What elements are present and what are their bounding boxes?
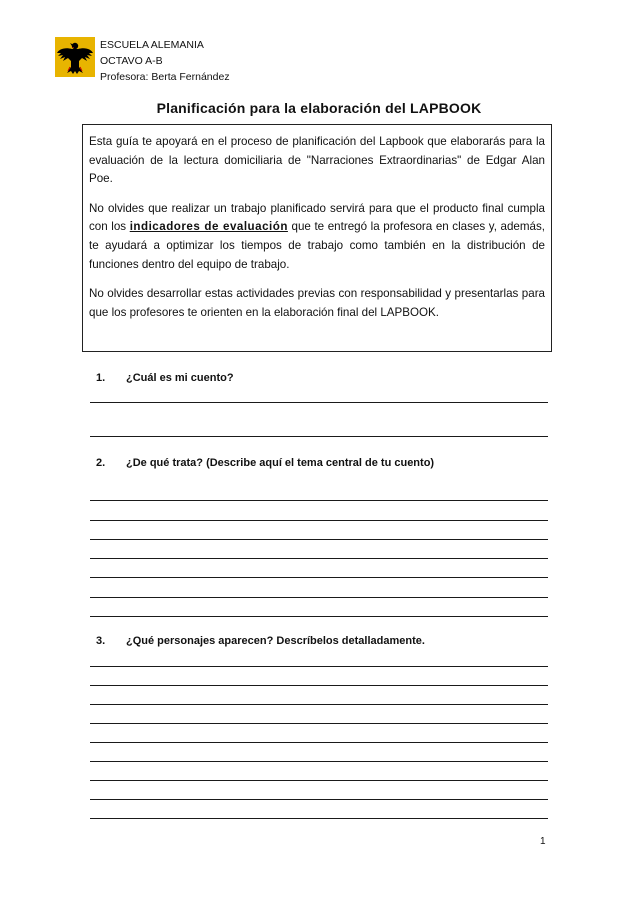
question-2 bbox=[96, 457, 434, 469]
question-text: ¿Qué personajes aparecen? Descríbelos detalladamente. bbox=[126, 635, 425, 647]
page-title: Planificación para la elaboración del LAPBOOK bbox=[156, 100, 482, 116]
school-name: ESCUELA ALEMANIA bbox=[100, 39, 204, 51]
instructions-paragraph-2 bbox=[89, 200, 545, 274]
answer-line[interactable] bbox=[90, 558, 548, 559]
answer-line[interactable] bbox=[90, 436, 548, 437]
answer-line[interactable] bbox=[90, 577, 548, 578]
p2-after: que te entregó la profesora en clases y, además, te ayudará a optimizar los tiempos de trabajo como también en la distribución de funciones dentro del equipo de trabajo. bbox=[89, 220, 545, 271]
answer-line[interactable] bbox=[90, 704, 548, 705]
question-3 bbox=[96, 635, 425, 647]
answer-line[interactable] bbox=[90, 799, 548, 800]
answer-line[interactable] bbox=[90, 666, 548, 667]
question-number: 2. bbox=[96, 457, 106, 469]
evaluation-indicators-highlight: indicadores de evaluación bbox=[129, 220, 288, 234]
answer-line[interactable] bbox=[90, 761, 548, 762]
answer-line[interactable] bbox=[90, 402, 548, 403]
p2-before: No olvides que realizar un trabajo planificado servirá para que el producto final cumpla con los bbox=[89, 201, 545, 234]
instructions-box bbox=[82, 124, 552, 352]
answer-line[interactable] bbox=[90, 616, 548, 617]
answer-line[interactable] bbox=[90, 685, 548, 686]
answer-line[interactable] bbox=[90, 520, 548, 521]
instructions-paragraph-3: No olvides desarrollar estas actividades previas con responsabilidad y presentarlas para que los profesores te orienten en la elaboración final del LAPBOOK. bbox=[89, 287, 545, 319]
question-1 bbox=[96, 372, 234, 384]
question-number: 3. bbox=[96, 635, 106, 647]
question-text: ¿De qué trata? (Describe aquí el tema central de tu cuento) bbox=[126, 457, 435, 469]
answer-line[interactable] bbox=[90, 780, 548, 781]
german-eagle-crest-icon bbox=[55, 37, 95, 77]
answer-line[interactable] bbox=[90, 818, 548, 819]
instructions-paragraph-1: Esta guía te apoyará en el proceso de planificación del Lapbook que elaborarás para la evaluación de la lectura domiciliaria de "Narraciones Extraordinarias" de Edgar Alan Poe. bbox=[89, 135, 545, 186]
answer-line[interactable] bbox=[90, 742, 548, 743]
page-number: 1 bbox=[540, 836, 546, 847]
teacher-label: Profesora: Berta Fernández bbox=[100, 71, 230, 83]
answer-line[interactable] bbox=[90, 723, 548, 724]
answer-line[interactable] bbox=[90, 539, 548, 540]
question-number: 1. bbox=[96, 372, 106, 384]
grade-label: OCTAVO A-B bbox=[100, 55, 163, 67]
question-text: ¿Cuál es mi cuento? bbox=[126, 372, 234, 384]
answer-line[interactable] bbox=[90, 500, 548, 501]
school-header bbox=[100, 37, 230, 85]
answer-line[interactable] bbox=[90, 597, 548, 598]
